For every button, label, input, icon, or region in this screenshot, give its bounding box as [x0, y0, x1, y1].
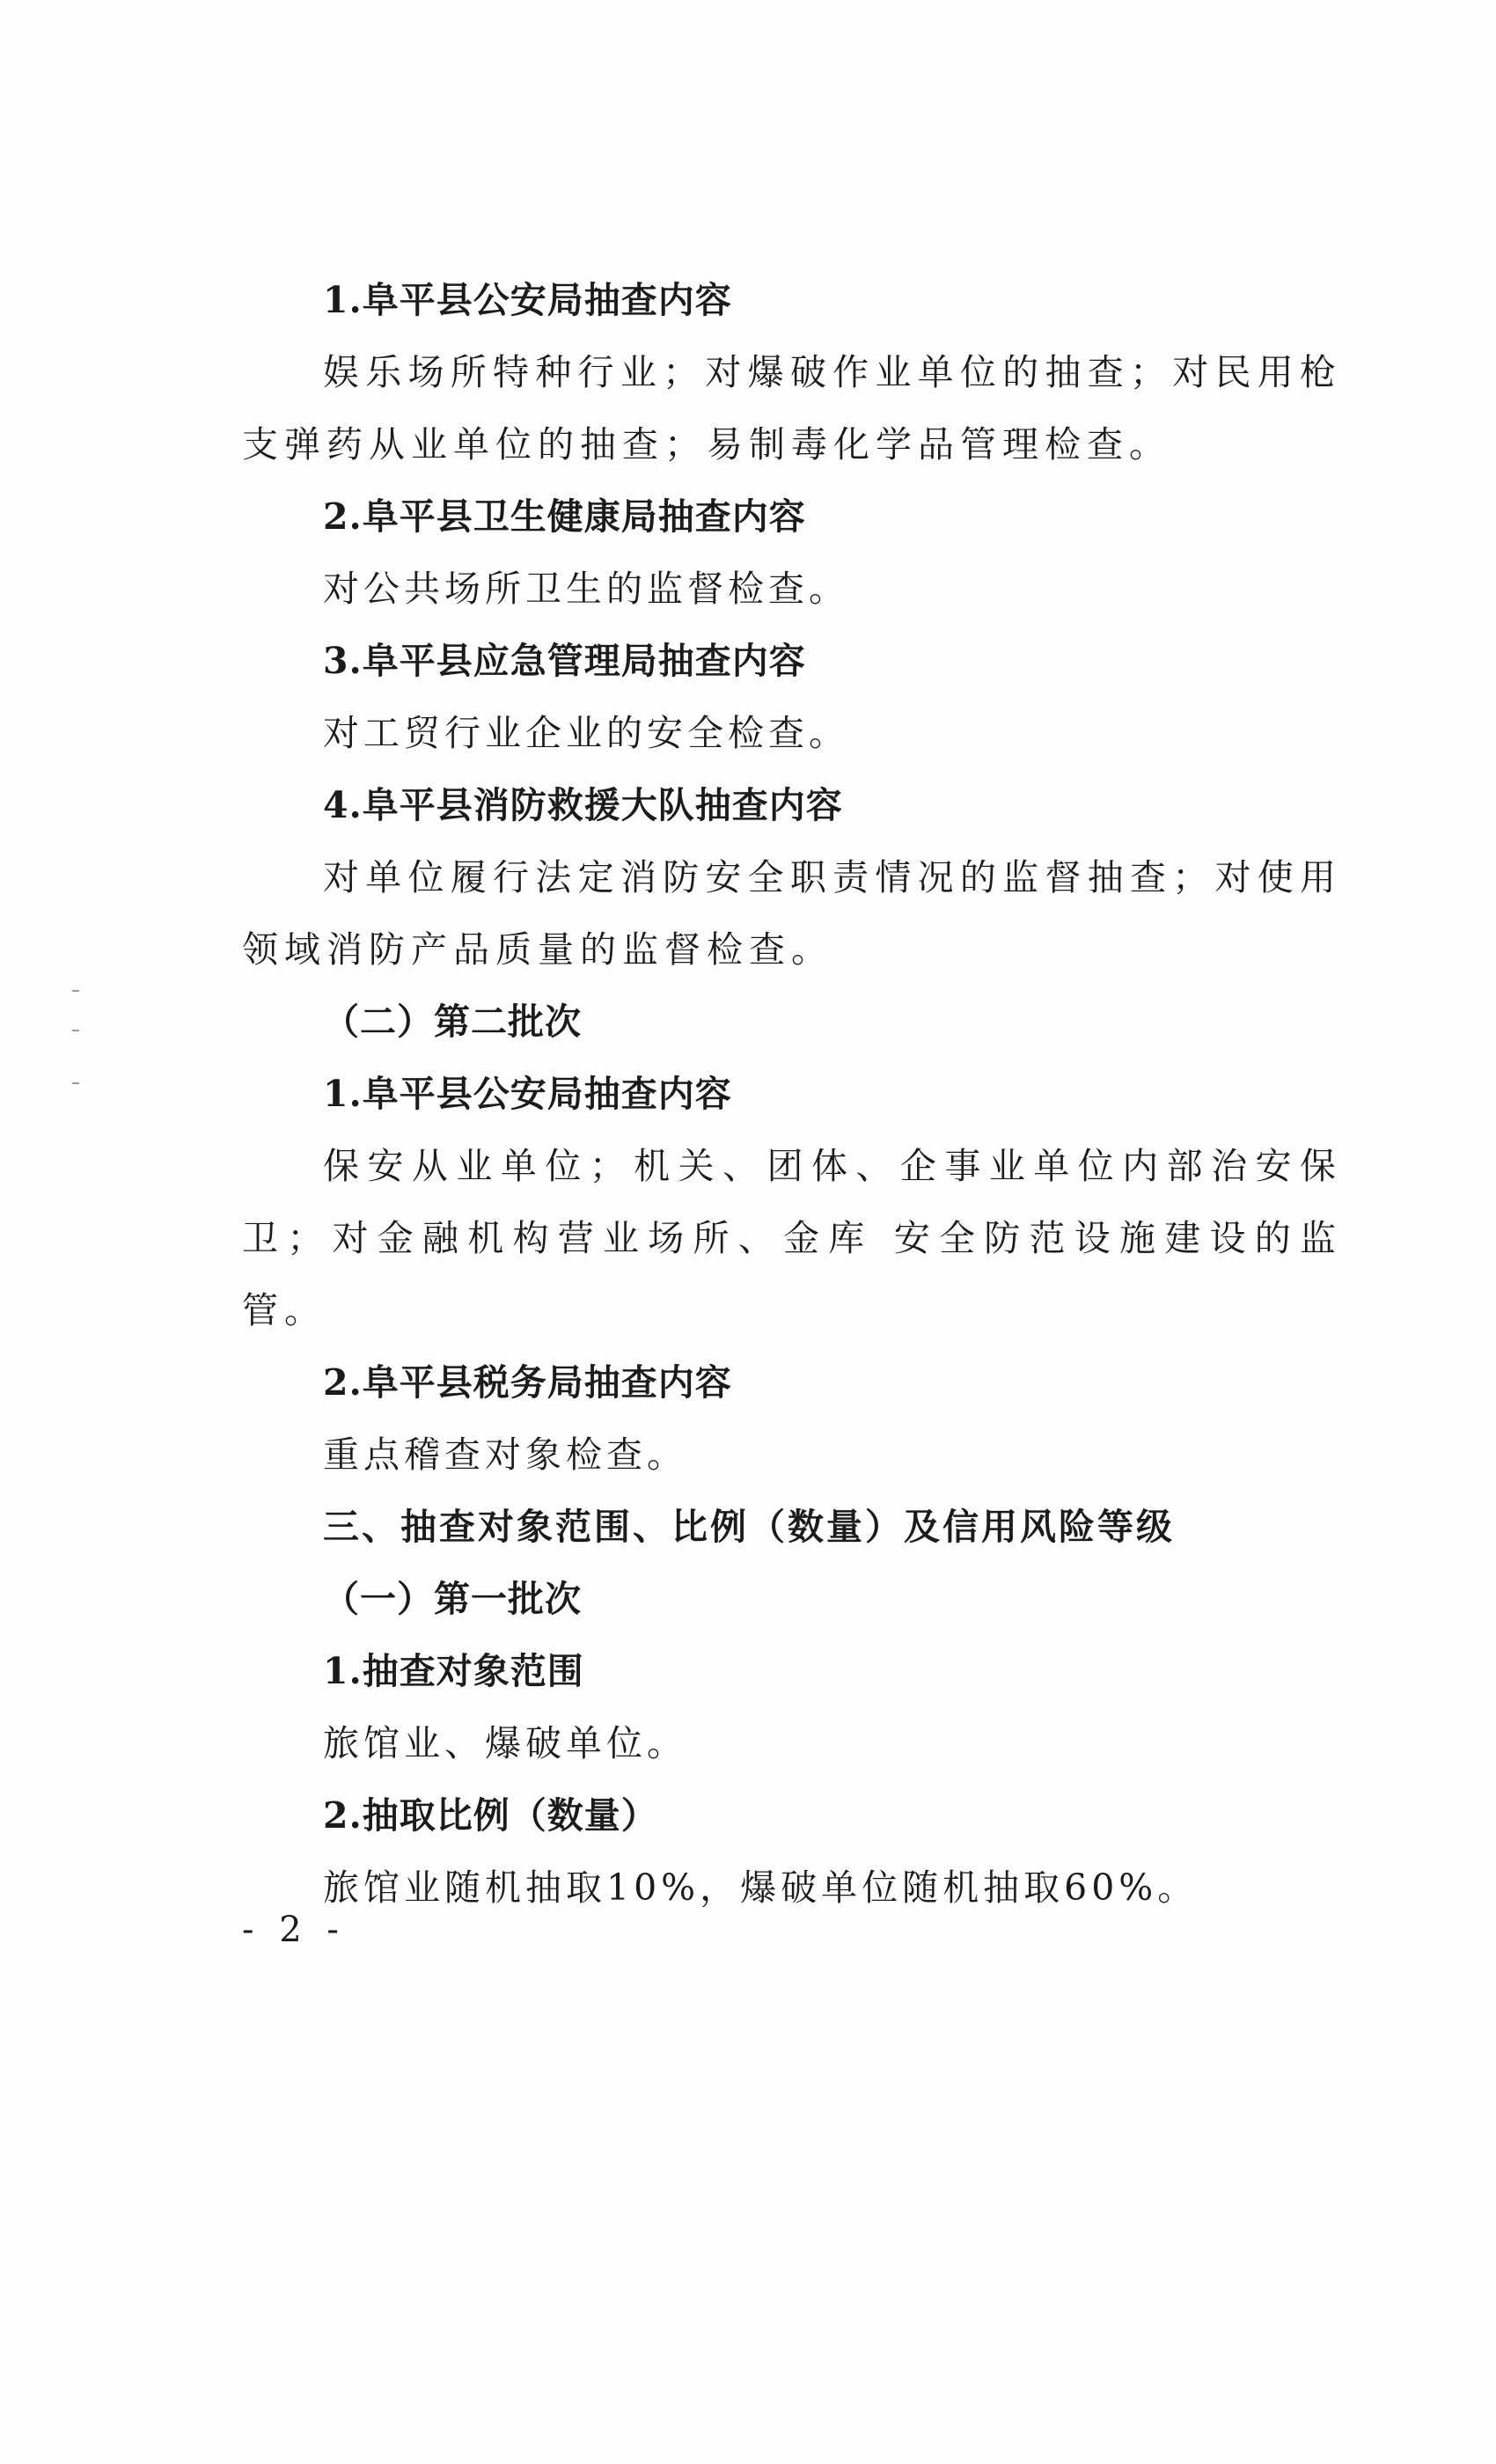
scan-edge-mark — [72, 1082, 79, 1084]
paragraph: 重点稽查对象检查。 — [323, 1434, 687, 1476]
paragraph: 旅馆业随机抽取10%，爆破单位随机抽取60%。 — [323, 1866, 1199, 1909]
scan-edge-mark — [72, 990, 79, 992]
paragraph-text: 保安从业单位；机关、团体、企事业单位内部治安保卫；对金融机构营业场所、金库 安全防范设施建设的监管。 — [242, 1145, 1342, 1331]
item-heading: 2.抽取比例（数量） — [323, 1794, 658, 1837]
item-heading: 1.抽查对象范围 — [323, 1650, 584, 1692]
section-heading: （二）第二批次 — [323, 1001, 582, 1043]
item-heading: 2.阜平县卫生健康局抽查内容 — [323, 495, 806, 538]
paragraph-text: 对单位履行法定消防安全职责情况的监督抽查；对使用领域消防产品质量的监督检查。 — [242, 856, 1342, 971]
item-heading: 4.阜平县消防救援大队抽查内容 — [323, 784, 843, 826]
paragraph: 对工贸行业企业的安全检查。 — [323, 712, 849, 754]
item-heading: 1.阜平县公安局抽查内容 — [323, 279, 732, 321]
paragraph: 旅馆业、爆破单位。 — [323, 1722, 687, 1764]
item-heading: 1.阜平县公安局抽查内容 — [323, 1073, 732, 1115]
paragraph: 对公共场所卫生的监督检查。 — [323, 568, 849, 610]
section-heading: （一）第一批次 — [323, 1578, 582, 1620]
scan-edge-mark — [72, 1030, 79, 1031]
document-body — [242, 264, 1342, 1924]
item-heading: 2.阜平县税务局抽查内容 — [323, 1361, 732, 1404]
chapter-heading: 三、抽查对象范围、比例（数量）及信用风险等级 — [323, 1506, 1175, 1548]
paragraph — [242, 1130, 1342, 1346]
paragraph — [242, 336, 1342, 480]
paragraph — [242, 841, 1342, 986]
page-number: - 2 - — [242, 1910, 346, 1950]
item-heading: 3.阜平县应急管理局抽查内容 — [323, 640, 806, 682]
paragraph-text: 娱乐场所特种行业；对爆破作业单位的抽查；对民用枪支弹药从业单位的抽查；易制毒化学品管理检查。 — [242, 351, 1342, 466]
